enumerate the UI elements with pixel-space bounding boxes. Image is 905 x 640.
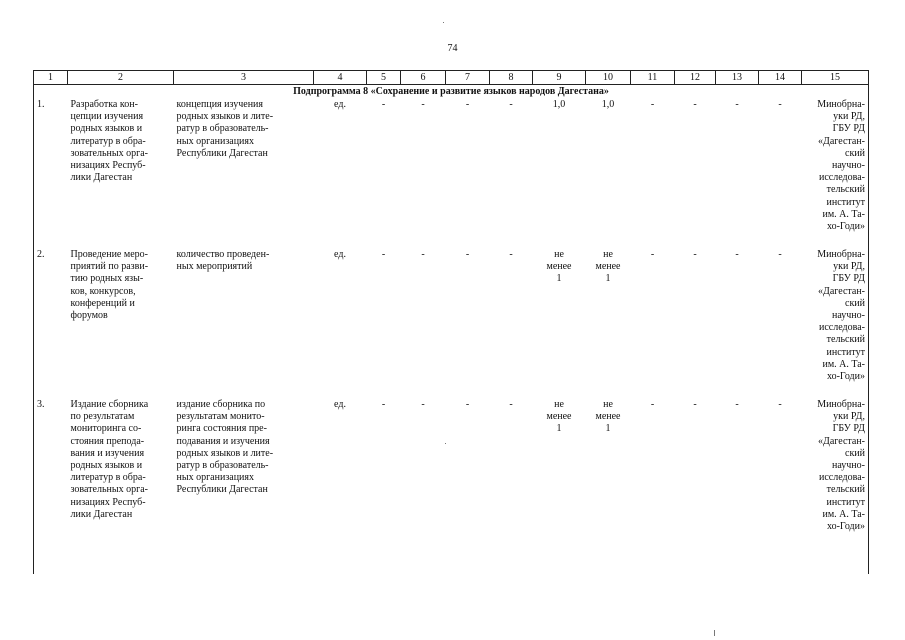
- column-number: 3: [174, 71, 314, 85]
- value-cell: -: [735, 399, 739, 410]
- column-number: 2: [68, 71, 174, 85]
- table-row: [34, 249, 869, 399]
- value-cell: -: [509, 99, 513, 110]
- value-cell: -: [650, 399, 655, 410]
- value-cell: -: [778, 99, 782, 110]
- value-cell: -: [465, 399, 470, 410]
- value-cell: -: [693, 249, 697, 260]
- value-cell: не менее 1: [546, 249, 572, 285]
- indicator-name: концепция изучения родных языков и лите- ратур в образователь- ных организациях Республики Дагестан: [176, 99, 274, 159]
- scan-speck: [445, 443, 446, 444]
- event-name: Проведение меро- приятий по разви- тию родных язы- ков, конкурсов, конференций и форумов: [70, 249, 149, 322]
- executor-cell: Минобрна- уки РД, ГБУ РД «Дагестан- ский научно- исследова- тельский институт им. А. Та- хо-Годи»: [802, 399, 869, 574]
- unit-cell: ед.: [334, 399, 346, 410]
- value-cell: -: [778, 249, 782, 260]
- value-cell: -: [381, 399, 386, 410]
- page-number: 74: [447, 43, 458, 54]
- column-number: 13: [716, 71, 759, 85]
- column-number-row: [34, 71, 869, 85]
- value-cell: не менее 1: [546, 399, 572, 435]
- indicator-name: издание сборника по результатам монито- ринга состояния пре- подавания и изучения родных языков и лите- ратур в образователь- ных организациях Республики Дагестан: [176, 399, 274, 496]
- value-cell: 1,0: [601, 99, 615, 110]
- value-cell: -: [735, 249, 739, 260]
- value-cell: -: [693, 99, 697, 110]
- value-cell: -: [509, 249, 513, 260]
- column-number: 9: [533, 71, 586, 85]
- value-cell: -: [465, 99, 470, 110]
- value-cell: -: [650, 99, 655, 110]
- unit-cell: ед.: [334, 249, 346, 260]
- value-cell: -: [421, 249, 425, 260]
- column-number: 1: [34, 71, 68, 85]
- indicator-name: количество проведен- ных мероприятий: [176, 249, 270, 273]
- column-number: 8: [490, 71, 533, 85]
- value-cell: -: [421, 99, 425, 110]
- value-cell: не менее 1: [595, 249, 621, 285]
- subprogram-title: Подпрограмма 8 «Сохранение и развитие языков народов Дагестана»: [34, 85, 869, 100]
- value-cell: -: [650, 249, 655, 260]
- table-row: [34, 399, 869, 574]
- column-number: 14: [759, 71, 802, 85]
- row-number: 1.: [34, 99, 68, 249]
- event-name: Издание сборника по результатам мониторинга со- стояния препода- вания и изучения родных языков и литератур в обра- зовательных орга- низациях Респуб- лики Дагестан: [70, 399, 149, 520]
- table-body: [34, 99, 869, 574]
- subprogram-header-row: [34, 85, 869, 100]
- column-number: 11: [631, 71, 675, 85]
- column-number: 10: [586, 71, 631, 85]
- column-number: 6: [401, 71, 446, 85]
- event-name: Разработка кон- цепции изучения родных языков и литератур в обра- зовательных орга- низациях Респуб- лики Дагестан: [70, 99, 148, 184]
- value-cell: -: [693, 399, 697, 410]
- value-cell: -: [509, 399, 513, 410]
- unit-cell: ед.: [334, 99, 346, 110]
- value-cell: -: [381, 249, 386, 260]
- executor-cell: Минобрна- уки РД, ГБУ РД «Дагестан- ский научно- исследова- тельский институт им. А. Та- хо-Годи»: [802, 249, 869, 399]
- value-cell: -: [778, 399, 782, 410]
- program-table: [33, 70, 869, 574]
- value-cell: 1,0: [552, 99, 566, 110]
- row-number: 2.: [34, 249, 68, 399]
- scan-speck: [443, 22, 444, 23]
- scan-speck: [714, 630, 715, 636]
- column-number: 4: [314, 71, 367, 85]
- executor-cell: Минобрна- уки РД, ГБУ РД «Дагестан- ский научно- исследова- тельский институт им. А. Та- хо-Годи»: [802, 99, 869, 249]
- value-cell: не менее 1: [595, 399, 621, 435]
- value-cell: -: [421, 399, 425, 410]
- value-cell: -: [735, 99, 739, 110]
- column-number: 5: [367, 71, 401, 85]
- column-number: 12: [675, 71, 716, 85]
- row-number: 3.: [34, 399, 68, 574]
- value-cell: -: [381, 99, 386, 110]
- table-row: [34, 99, 869, 249]
- column-number: 15: [802, 71, 869, 85]
- value-cell: -: [465, 249, 470, 260]
- column-number: 7: [446, 71, 490, 85]
